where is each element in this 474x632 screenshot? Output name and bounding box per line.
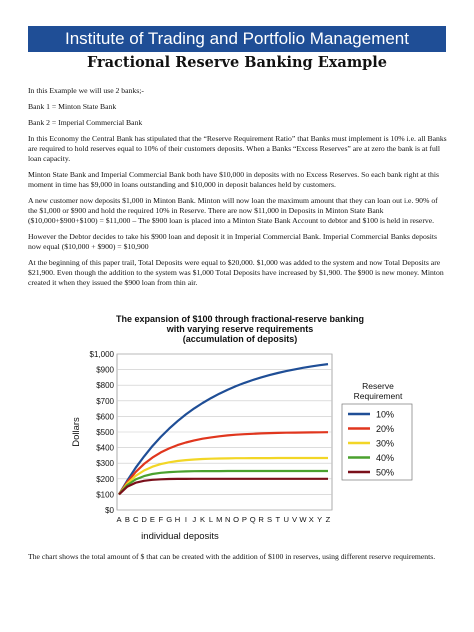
y-tick-label: $400	[96, 443, 114, 453]
x-tick-label: U	[283, 515, 289, 524]
y-tick-label: $200	[96, 474, 114, 484]
reserve-expansion-chart	[60, 310, 420, 545]
paragraph: However the Debtor decides to take his $900 loan and deposit it in Imperial Commercial Bank. Imperial Commercial Banks deposits now equal ($10,000 + $900) = $10,900	[28, 232, 438, 251]
x-tick-label: H	[174, 515, 181, 524]
y-tick-label: $600	[96, 412, 114, 422]
y-tick-label: $500	[96, 428, 114, 437]
x-tick-label: C	[132, 515, 139, 524]
chart-caption: The chart shows the total amount of $ that can be created with the addition of $100 in reserves, using different reserve requirements.	[28, 552, 436, 561]
x-tick-label: E	[149, 515, 155, 524]
x-tick-label: J	[192, 515, 197, 524]
x-tick-label: M	[216, 515, 223, 524]
legend-label: 50%	[376, 467, 395, 478]
y-axis-label: Dollars	[71, 417, 82, 447]
chart-title-line: (accumulation of deposits)	[182, 334, 298, 344]
paragraph: Bank 2 = Imperial Commercial Bank	[28, 118, 143, 127]
paragraph: Minton State Bank and Imperial Commercial Bank both have $10,000 in deposits with no Excess Reserves. So each bank right at this moment in time has $9,000 in loans outstanding and $10,000 in deposit balances held by customers.	[28, 170, 439, 189]
legend-title: Reserve	[362, 381, 394, 391]
x-tick-label: G	[166, 515, 173, 524]
paragraph: A new customer now deposits $1,000 in Minton Bank. Minton will now loan the maximum amount that they can loan out i.e. 90% of the $1,000 or $900 and hold the required 10% in Reserve. There are now $11,000 in Deposits in Minton State Bank ($10,000+$900+$100) = $11,000 – The $900 loan is placed into a Minton State Bank Account to debtor and $100 is held in reserve.	[28, 196, 438, 225]
x-tick-label: T	[275, 515, 281, 524]
x-tick-label: D	[141, 515, 147, 524]
x-tick-label: I	[184, 515, 187, 524]
x-tick-label: V	[292, 515, 298, 524]
x-tick-label: R	[258, 515, 264, 524]
legend-label: 30%	[376, 438, 395, 449]
document-title: Fractional Reserve Banking Example	[86, 54, 388, 71]
institute-banner: Institute of Trading and Portfolio Management	[28, 26, 446, 52]
x-tick-label: W	[299, 515, 307, 524]
x-tick-label: K	[200, 515, 206, 524]
paragraph: In this Economy the Central Bank has stipulated that the “Reserve Requirement Ratio” that Banks must implement is 10% i.e. all Banks are required to hold reserves equal to 10% of their customers deposits. When a Banks “Excess Reserves” are at zero the bank is at full loan capacity.	[28, 134, 447, 163]
legend-label: 20%	[376, 424, 395, 434]
x-tick-label: Y	[317, 515, 323, 524]
paragraph: At the beginning of this paper trail, Total Deposits were equal to $20,000. $1,000 was added to the system and now Total Deposits are $21,900. Even though the addition to the system was $1,000 Total Deposits have increased by $1,900. The $900 is new money. Minton created it when they issued the $900 loan from thin air.	[28, 258, 444, 287]
x-tick-label: Q	[249, 515, 256, 524]
chart-title-line: with varying reserve requirements	[166, 324, 314, 334]
body-text	[28, 86, 448, 294]
y-tick-label: $300	[96, 459, 114, 469]
chart-svg	[60, 310, 420, 545]
legend-label: 40%	[376, 453, 395, 463]
y-tick-label: $100	[96, 490, 114, 500]
x-tick-label: A	[116, 515, 122, 524]
y-tick-label: $1,000	[89, 350, 114, 359]
y-tick-label: $900	[96, 365, 114, 375]
y-tick-label: $0	[105, 506, 114, 515]
x-tick-label: P	[241, 515, 247, 524]
y-tick-label: $700	[96, 396, 114, 406]
chart-title-line: The expansion of $100 through fractional-reserve banking	[115, 314, 365, 324]
legend-label: 10%	[376, 409, 395, 420]
x-tick-label: F	[158, 515, 164, 524]
y-tick-label: $800	[96, 381, 114, 391]
paragraph: In this Example we will use 2 banks;-	[28, 86, 144, 95]
paragraph: Bank 1 = Minton State Bank	[28, 102, 117, 111]
x-tick-label: Z	[325, 515, 331, 524]
x-tick-label: O	[233, 515, 240, 524]
x-tick-label: B	[124, 515, 130, 524]
x-tick-label: L	[208, 515, 214, 524]
x-tick-label: N	[224, 515, 231, 524]
x-axis-label: individual deposits	[141, 531, 219, 542]
x-tick-label: X	[308, 515, 314, 524]
legend-title: Requirement	[353, 391, 403, 401]
x-tick-label: S	[266, 515, 273, 524]
